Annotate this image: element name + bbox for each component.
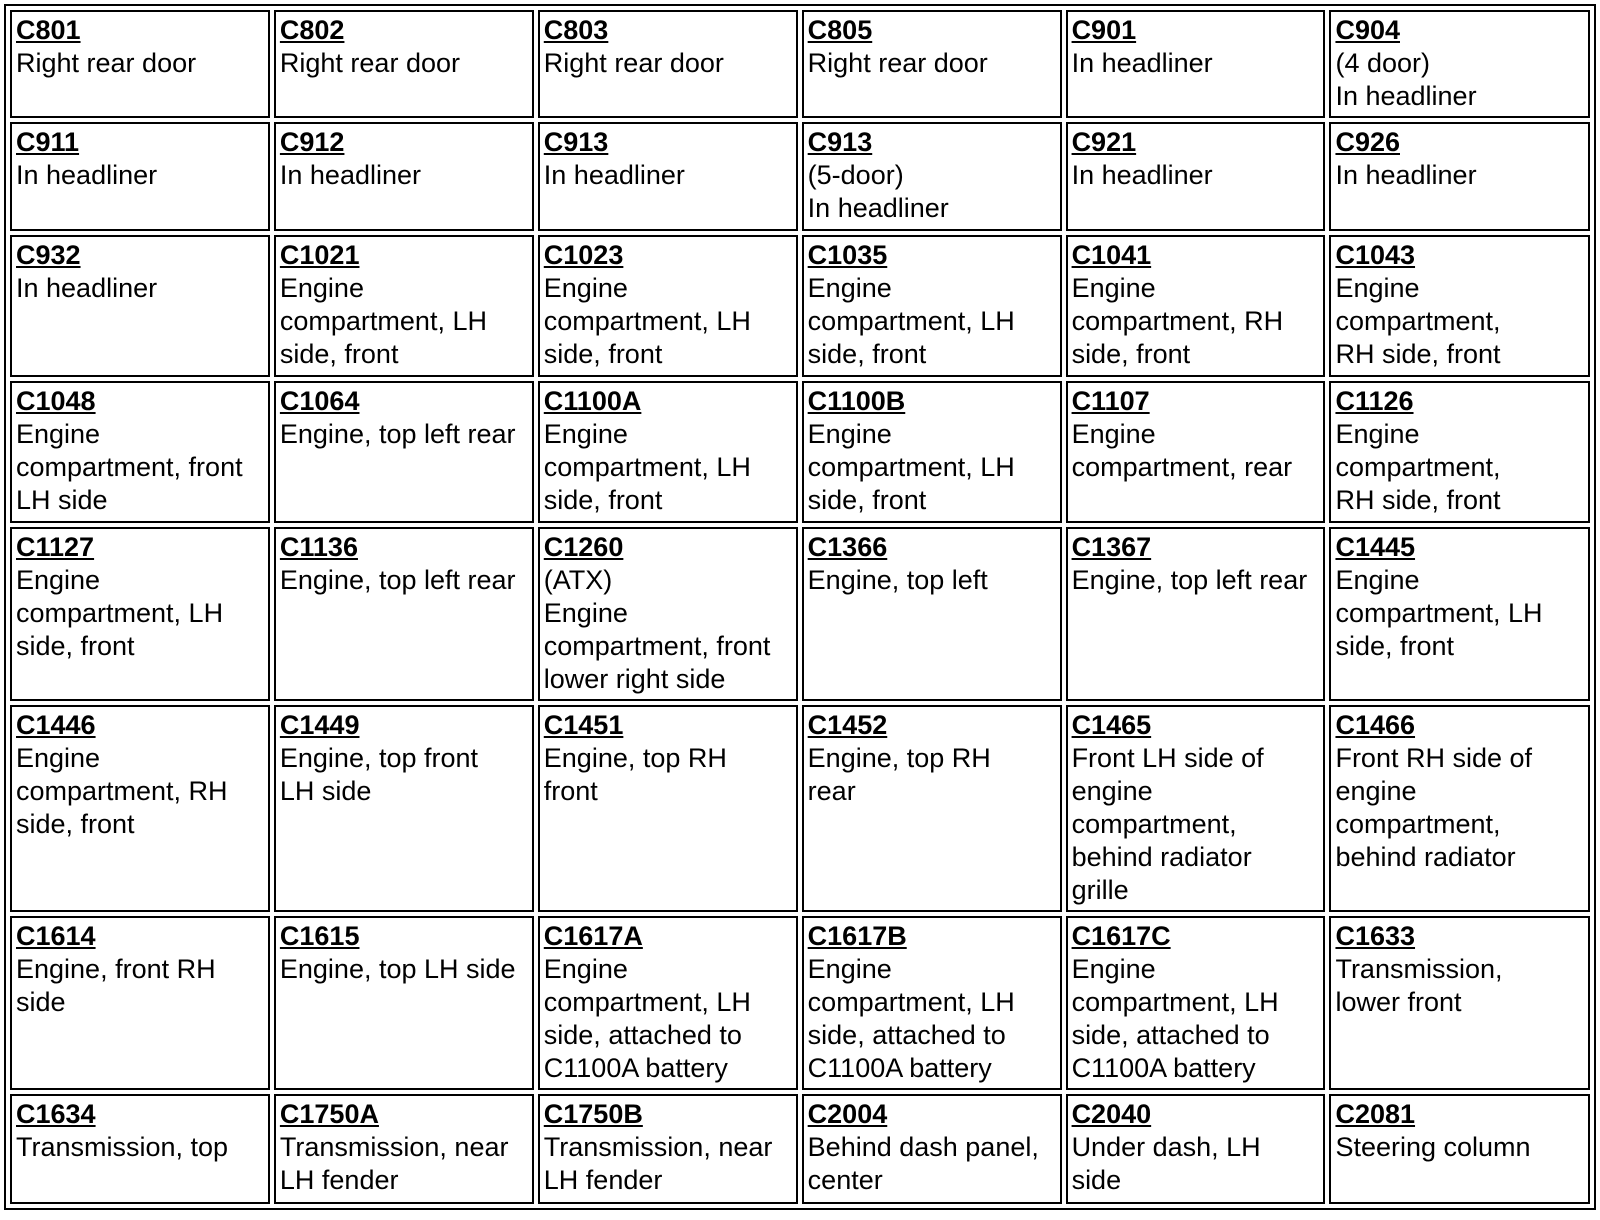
connector-cell — [1066, 235, 1326, 377]
connector-code: C1041 — [1071, 240, 1152, 270]
connector-code: C1449 — [279, 710, 360, 740]
connector-code: C912 — [279, 127, 345, 157]
connector-location: Engine compartment, LH side, attached to C1100A battery — [807, 954, 1015, 1083]
connector-location: Front LH side of engine compartment, behind radiator grille — [1071, 743, 1264, 905]
connector-code: C1465 — [1071, 710, 1152, 740]
connector-location: Engine compartment, front LH side — [16, 419, 243, 515]
connector-location: Engine, top left rear — [279, 419, 516, 449]
connector-code: C1126 — [1335, 386, 1414, 416]
connector-code: C1366 — [807, 532, 888, 562]
connector-location: Engine compartment, LH side, front — [807, 419, 1015, 515]
connector-code: C1021 — [279, 240, 360, 270]
connector-code: C1614 — [16, 921, 96, 951]
connector-cell — [802, 916, 1062, 1090]
connector-location: Engine compartment, LH side, attached to C1100A battery — [543, 954, 751, 1083]
connector-code: C1750B — [543, 1099, 643, 1129]
connector-location: In headliner — [279, 160, 421, 190]
connector-cell — [274, 1094, 534, 1204]
connector-code: C901 — [1071, 15, 1137, 45]
connector-location: Transmission, top — [16, 1132, 229, 1162]
connector-code: C1100B — [807, 386, 906, 416]
connector-cell — [274, 235, 534, 377]
connector-cell — [1329, 916, 1590, 1090]
connector-code: C1107 — [1071, 386, 1150, 416]
connector-location: Transmission, near LH fender — [279, 1132, 509, 1195]
connector-cell — [538, 1094, 798, 1204]
connector-cell — [1066, 10, 1326, 118]
connector-cell — [1066, 122, 1326, 231]
connector-location: (5-door) In headliner — [807, 160, 949, 223]
connector-code: C1043 — [1335, 240, 1416, 270]
connector-cell — [1066, 705, 1326, 912]
connector-location: Transmission, lower front — [1335, 954, 1503, 1017]
connector-location: Transmission, near LH fender — [543, 1132, 773, 1195]
connector-cell — [1066, 381, 1326, 523]
connector-cell — [274, 916, 534, 1090]
connector-location: Behind dash panel, center — [807, 1132, 1039, 1195]
connector-location: In headliner — [1071, 160, 1213, 190]
table-row — [10, 122, 1590, 231]
connector-cell — [802, 1094, 1062, 1204]
connector-code: C1367 — [1071, 532, 1152, 562]
connector-code: C1445 — [1335, 532, 1416, 562]
connector-code: C1452 — [807, 710, 888, 740]
connector-code: C2081 — [1335, 1099, 1416, 1129]
connector-cell — [10, 705, 270, 912]
connector-cell — [802, 10, 1062, 118]
connector-code: C1451 — [543, 710, 624, 740]
connector-location: (ATX) Engine compartment, front lower right side — [543, 565, 771, 694]
connector-location: Engine, top left rear — [1071, 565, 1308, 595]
table-row — [10, 527, 1590, 701]
connector-location: Right rear door — [543, 48, 724, 78]
connector-cell — [274, 10, 534, 118]
connector-location: Engine compartment, LH side, attached to C1100A battery — [1071, 954, 1279, 1083]
connector-code: C932 — [16, 240, 81, 270]
connector-location: Engine compartment, RH side, front — [16, 743, 228, 839]
table-row — [10, 381, 1590, 523]
connector-cell — [802, 527, 1062, 701]
connector-location: Right rear door — [279, 48, 460, 78]
connector-code: C1615 — [279, 921, 360, 951]
connector-code: C1064 — [279, 386, 360, 416]
connector-cell — [1329, 122, 1590, 231]
connector-cell — [538, 916, 798, 1090]
connector-cell — [1066, 916, 1326, 1090]
connector-location: Right rear door — [807, 48, 988, 78]
connector-location: Under dash, LH side — [1071, 1132, 1261, 1195]
connector-location: Engine compartment, RH side, front — [1335, 273, 1501, 369]
connector-cell — [10, 381, 270, 523]
connector-cell — [1329, 705, 1590, 912]
connector-cell — [274, 705, 534, 912]
connector-code: C2004 — [807, 1099, 888, 1129]
connector-cell — [10, 1094, 270, 1204]
connector-cell — [10, 527, 270, 701]
connector-code: C1136 — [279, 532, 358, 562]
connector-cell — [10, 916, 270, 1090]
connector-location: Right rear door — [16, 48, 197, 78]
connector-code: C801 — [16, 15, 81, 45]
connector-cell — [802, 705, 1062, 912]
connector-code: C1127 — [16, 532, 95, 562]
connector-cell — [274, 122, 534, 231]
connector-cell — [538, 122, 798, 231]
table-row — [10, 1094, 1590, 1204]
connector-location: (4 door) In headliner — [1335, 48, 1477, 111]
connector-code: C921 — [1071, 127, 1137, 157]
table-body — [10, 10, 1590, 1204]
connector-code: C1750A — [279, 1099, 379, 1129]
connector-location: In headliner — [543, 160, 685, 190]
table-row — [10, 235, 1590, 377]
connector-cell — [1329, 381, 1590, 523]
connector-code: C913 — [807, 127, 873, 157]
connector-code: C805 — [807, 15, 873, 45]
connector-location: Engine compartment, LH side, front — [279, 273, 487, 369]
connector-cell — [802, 235, 1062, 377]
connector-code: C802 — [279, 15, 345, 45]
connector-cell — [802, 122, 1062, 231]
connector-code: C1634 — [16, 1099, 96, 1129]
connector-code: C1617B — [807, 921, 907, 951]
connector-cell — [1066, 1094, 1326, 1204]
connector-code: C1617A — [543, 921, 643, 951]
connector-location: Engine, top LH side — [279, 954, 516, 984]
connector-code: C904 — [1335, 15, 1400, 45]
table-row — [10, 916, 1590, 1090]
connector-code: C911 — [16, 127, 80, 157]
connector-cell — [1329, 1094, 1590, 1204]
connector-location: Engine compartment, LH side, front — [16, 565, 224, 661]
connector-location: In headliner — [16, 160, 158, 190]
connector-location: Engine compartment, rear — [1071, 419, 1293, 482]
connector-location: In headliner — [1071, 48, 1213, 78]
connector-code: C1633 — [1335, 921, 1416, 951]
connector-location: Front RH side of engine compartment, behind radiator — [1335, 743, 1533, 872]
connector-cell — [538, 10, 798, 118]
connector-location: Engine, front RH side — [16, 954, 216, 1017]
connector-location-table — [4, 4, 1596, 1210]
connector-cell — [10, 235, 270, 377]
connector-cell — [10, 122, 270, 231]
connector-code: C1023 — [543, 240, 624, 270]
connector-cell — [802, 381, 1062, 523]
connector-location: Engine compartment, LH side, front — [543, 273, 751, 369]
connector-cell — [538, 527, 798, 701]
connector-location: In headliner — [1335, 160, 1477, 190]
connector-location: Engine, top left rear — [279, 565, 516, 595]
connector-location: Engine, top RH front — [543, 743, 727, 806]
connector-cell — [538, 235, 798, 377]
connector-code: C1035 — [807, 240, 888, 270]
connector-code: C803 — [543, 15, 609, 45]
connector-cell — [274, 381, 534, 523]
connector-location: Steering column — [1335, 1132, 1531, 1162]
connector-cell — [538, 381, 798, 523]
connector-location: In headliner — [16, 273, 158, 303]
connector-cell — [1329, 527, 1590, 701]
connector-cell — [1329, 235, 1590, 377]
connector-code: C2040 — [1071, 1099, 1152, 1129]
connector-location: Engine, top front LH side — [279, 743, 479, 806]
connector-cell — [1066, 527, 1326, 701]
connector-code: C1048 — [16, 386, 96, 416]
connector-code: C1466 — [1335, 710, 1416, 740]
connector-code: C1617C — [1071, 921, 1171, 951]
connector-location: Engine compartment, LH side, front — [807, 273, 1015, 369]
connector-code: C1260 — [543, 532, 624, 562]
connector-cell — [1329, 10, 1590, 118]
connector-location: Engine, top RH rear — [807, 743, 991, 806]
connector-code: C926 — [1335, 127, 1400, 157]
connector-code: C1100A — [543, 386, 642, 416]
connector-code: C1446 — [16, 710, 96, 740]
connector-location: Engine compartment, RH side, front — [1071, 273, 1284, 369]
connector-location: Engine compartment, LH side, front — [1335, 565, 1543, 661]
connector-location: Engine compartment, LH side, front — [543, 419, 751, 515]
table-row — [10, 10, 1590, 118]
connector-code: C913 — [543, 127, 609, 157]
connector-location: Engine compartment, RH side, front — [1335, 419, 1501, 515]
connector-cell — [10, 10, 270, 118]
connector-location: Engine, top left — [807, 565, 988, 595]
connector-cell — [274, 527, 534, 701]
table-row — [10, 705, 1590, 912]
connector-cell — [538, 705, 798, 912]
